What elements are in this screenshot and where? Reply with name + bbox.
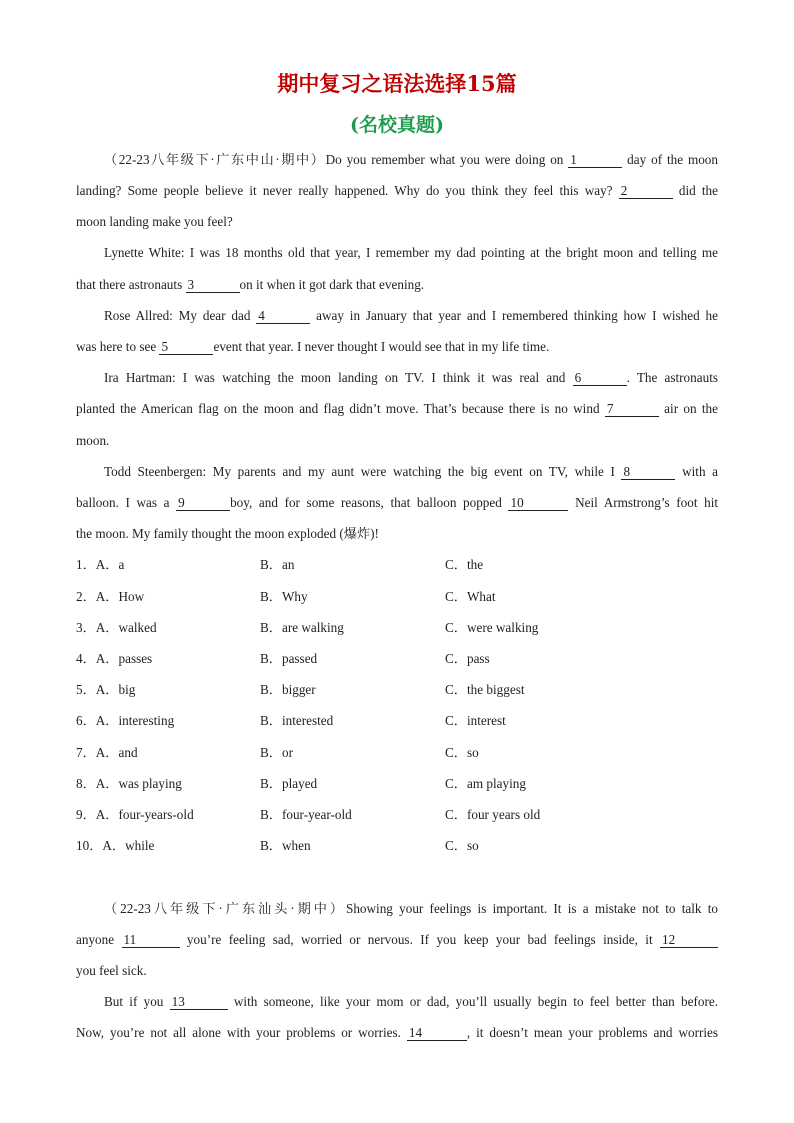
blank-5: 5: [159, 340, 213, 355]
question-8-option-b: B．played: [260, 776, 318, 791]
passage1-line: that there astronauts 3 on it when it got dark that evening.: [76, 277, 425, 292]
question-3-option-a: 3．A．walked: [76, 620, 157, 635]
question-9-option-a: 9．A．four-years-old: [76, 807, 194, 822]
passage1-line: Ira Hartman: I was watching the moon landing on TV. I think it was real and 6 . The astronauts: [104, 370, 718, 385]
passage1-line: Rose Allred: My dear dad 4 away in January that year and I remembered thinking how I wished he: [104, 308, 719, 323]
blank-12: 12: [660, 933, 718, 948]
passage1-line: （22-23八年级下·广东中山·期中）Do you remember what you were doing on 1 day of the moon: [76, 151, 718, 169]
blank-6: 6: [573, 371, 627, 386]
question-4-option-c: C．pass: [445, 651, 490, 666]
passage1-line: the moon. My family thought the moon exploded (爆炸)!: [76, 526, 379, 541]
question-6-option-b: B．interested: [260, 713, 334, 728]
question-4-option-b: B．passed: [260, 651, 318, 666]
question-7-option-c: C．so: [445, 745, 479, 760]
passage2-source: （22-23八年级下·广东汕头·期中）: [104, 901, 346, 916]
question-3-option-c: C．were walking: [445, 620, 539, 635]
page-subtitle: (名校真题): [350, 114, 444, 136]
passage1-source: （22-23八年级下·广东中山·期中）: [104, 152, 326, 167]
page-title: 期中复习之语法选择15篇: [277, 71, 517, 96]
question-7-option-b: B．or: [260, 745, 293, 760]
blank-14: 14: [407, 1026, 467, 1041]
question-1-option-c: C．the: [445, 557, 484, 572]
blank-7: 7: [605, 402, 659, 417]
question-10-option-b: B．when: [260, 838, 311, 853]
passage2-line: Now, you’re not all alone with your problems or worries. 14 , it doesn’t mean your problems and worries: [76, 1025, 719, 1040]
blank-4: 4: [256, 309, 310, 324]
passage2-line: （22-23八年级下·广东汕头·期中）Showing your feelings is important. It is a mistake not to talk to: [76, 900, 718, 918]
question-8-option-a: 8．A．was playing: [76, 776, 182, 791]
passage1-line: moon landing make you feel?: [76, 214, 233, 229]
question-7-option-a: 7．A．and: [76, 745, 138, 760]
question-5-option-b: B．bigger: [260, 682, 316, 697]
blank-13: 13: [170, 995, 228, 1010]
blank-10: 10: [508, 496, 568, 511]
question-6-option-a: 6．A．interesting: [76, 713, 175, 728]
passage1-line: planted the American flag on the moon and flag didn’t move. That’s because there is no wind 7 air on the: [76, 401, 718, 416]
question-6-option-c: C．interest: [445, 713, 506, 728]
question-8-option-c: C．am playing: [445, 776, 526, 791]
question-10-option-a: 10．A．while: [76, 838, 155, 853]
passage1-line: was here to see 5 event that year. I never thought I would see that in my life time.: [76, 339, 550, 354]
question-10-option-c: C．so: [445, 838, 479, 853]
question-3-option-b: B．are walking: [260, 620, 344, 635]
question-4-option-a: 4．A．passes: [76, 651, 153, 666]
blank-8: 8: [621, 465, 675, 480]
question-2-option-c: C．What: [445, 589, 496, 604]
question-5-option-a: 5．A．big: [76, 682, 136, 697]
passage2-line: But if you 13 with someone, like your mom or dad, you’ll usually begin to feel better than before.: [104, 994, 718, 1009]
question-9-option-b: B．four-year-old: [260, 807, 352, 822]
passage2-line: you feel sick.: [76, 963, 147, 978]
blank-1: 1: [568, 153, 622, 168]
blank-3: 3: [186, 278, 240, 293]
passage1-line: Lynette White: I was 18 months old that year, I remember my dad pointing at the bright moon and telling me: [104, 245, 718, 260]
passage1-line: Todd Steenbergen: My parents and my aunt were watching the big event on TV, while I 8 with a: [104, 464, 718, 479]
question-1-option-b: B．an: [260, 557, 295, 572]
blank-11: 11: [122, 933, 180, 948]
passage2-line: anyone 11 you’re feeling sad, worried or nervous. If you keep your bad feelings inside, it 12: [76, 931, 718, 949]
question-2-option-b: B．Why: [260, 589, 308, 604]
passage1-line: moon.: [76, 433, 110, 448]
question-9-option-c: C．four years old: [445, 807, 541, 822]
passage1-line: balloon. I was a 9 boy, and for some reasons, that balloon popped 10 Neil Armstrong’s foot hit: [76, 495, 719, 510]
passage1-line: landing? Some people believe it never really happened. Why do you think they feel this way? 2 did the: [76, 183, 719, 198]
question-2-option-a: 2．A．How: [76, 589, 145, 604]
blank-2: 2: [619, 184, 673, 199]
blank-9: 9: [176, 496, 230, 511]
question-1-option-a: 1．A．a: [76, 557, 125, 572]
question-5-option-c: C．the biggest: [445, 682, 525, 697]
